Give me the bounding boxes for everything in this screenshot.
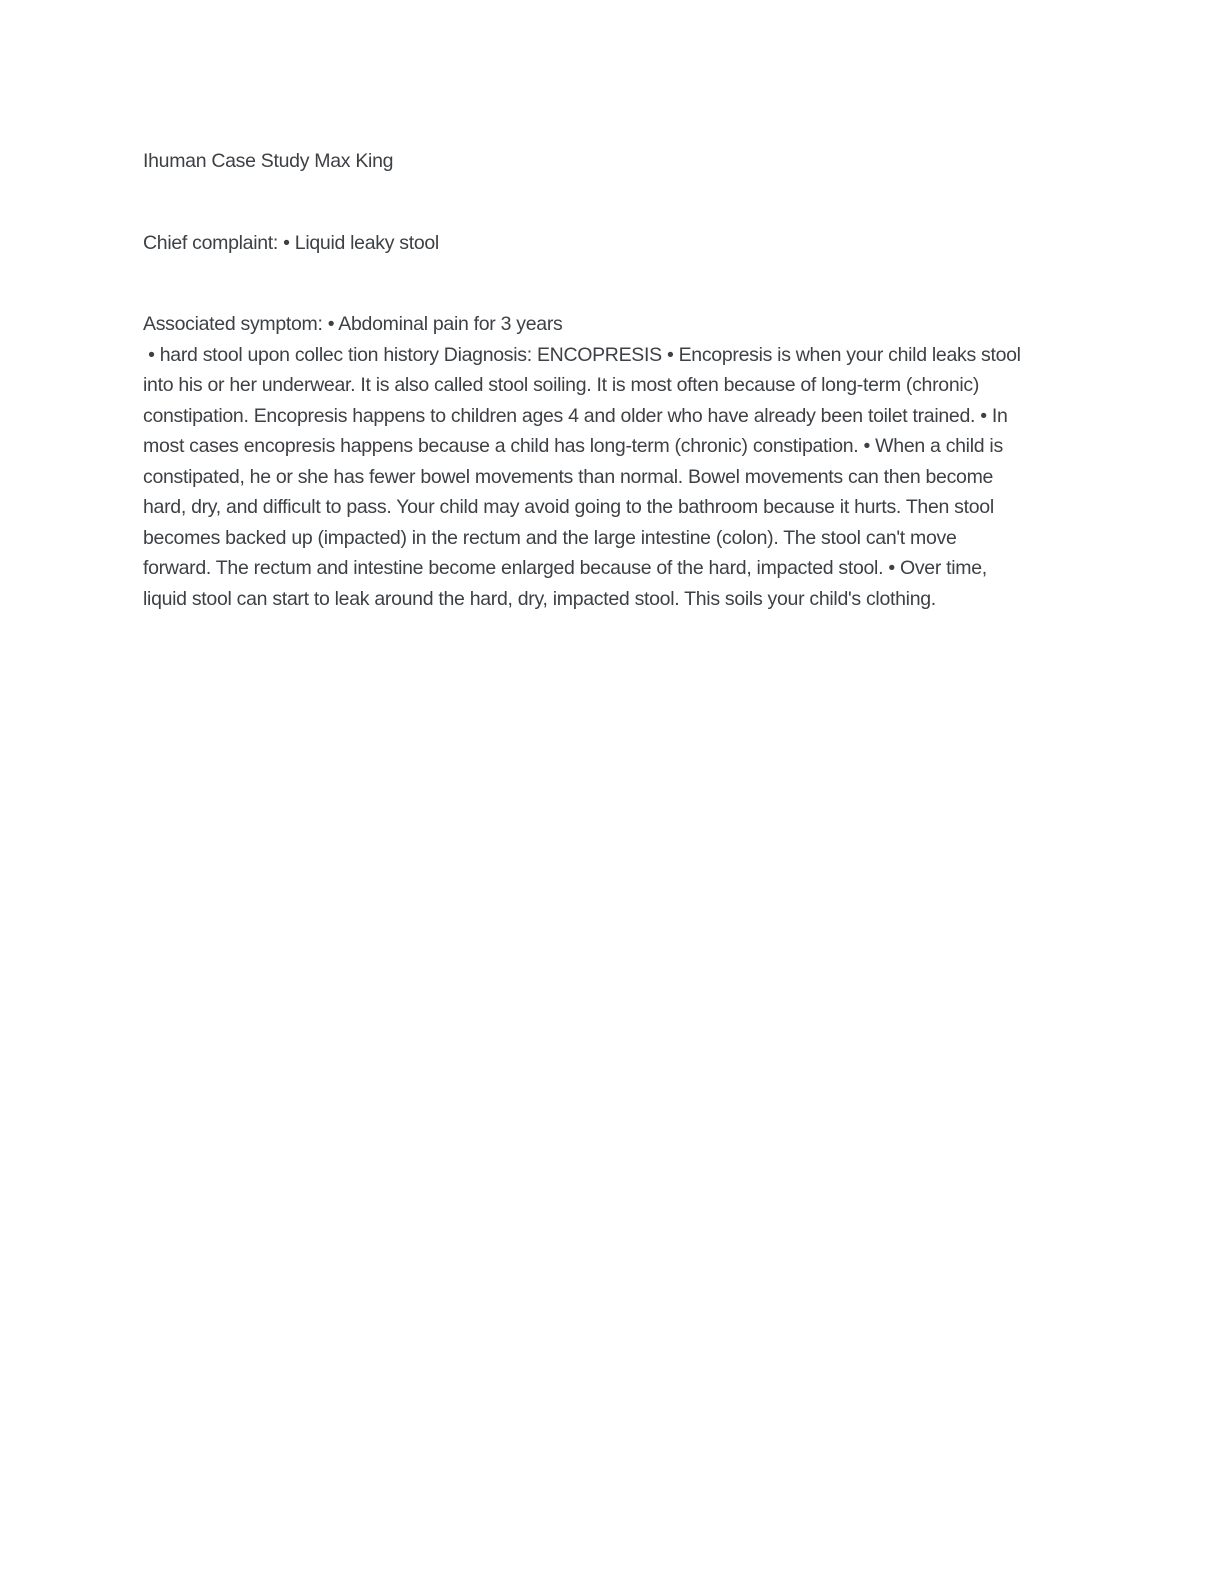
document-title: Ihuman Case Study Max King [143,150,394,172]
document-content [143,146,1104,614]
paragraph-text-line: Associated symptom: • Abdominal pain for 3 years [143,313,563,335]
paragraph-text-line: forward. The rectum and intestine become enlarged because of the hard, impacted stool. • Over time, [143,557,987,579]
associated-symptom-paragraph [143,309,1104,614]
paragraph-text-line: becomes backed up (impacted) in the rectum and the large intestine (colon). The stool can't move [143,526,957,549]
paragraph-text-line: into his or her underwear. It is also called stool soiling. It is most often because of long-term (chronic) [143,374,980,396]
chief-complaint-line: Chief complaint: • Liquid leaky stool [143,231,439,254]
paragraph-text-line: constipated, he or she has fewer bowel movements than normal. Bowel movements can then become [143,465,994,488]
paragraph-text-line: most cases encopresis happens because a child has long-term (chronic) constipation. • When a child is [143,435,1003,457]
paragraph-text-line: constipation. Encopresis happens to children ages 4 and older who have already been toilet trained. • In [143,404,1008,427]
paragraph-text-line: hard, dry, and difficult to pass. Your child may avoid going to the bathroom because it hurts. Then stool [143,496,994,518]
paragraph-text-line: • hard stool upon collec tion history Diagnosis: ENCOPRESIS • Encopresis is when your child leaks stool [143,343,1021,366]
paragraph-text-line: liquid stool can start to leak around the hard, dry, impacted stool. This soils your child's clothing. [143,587,936,610]
